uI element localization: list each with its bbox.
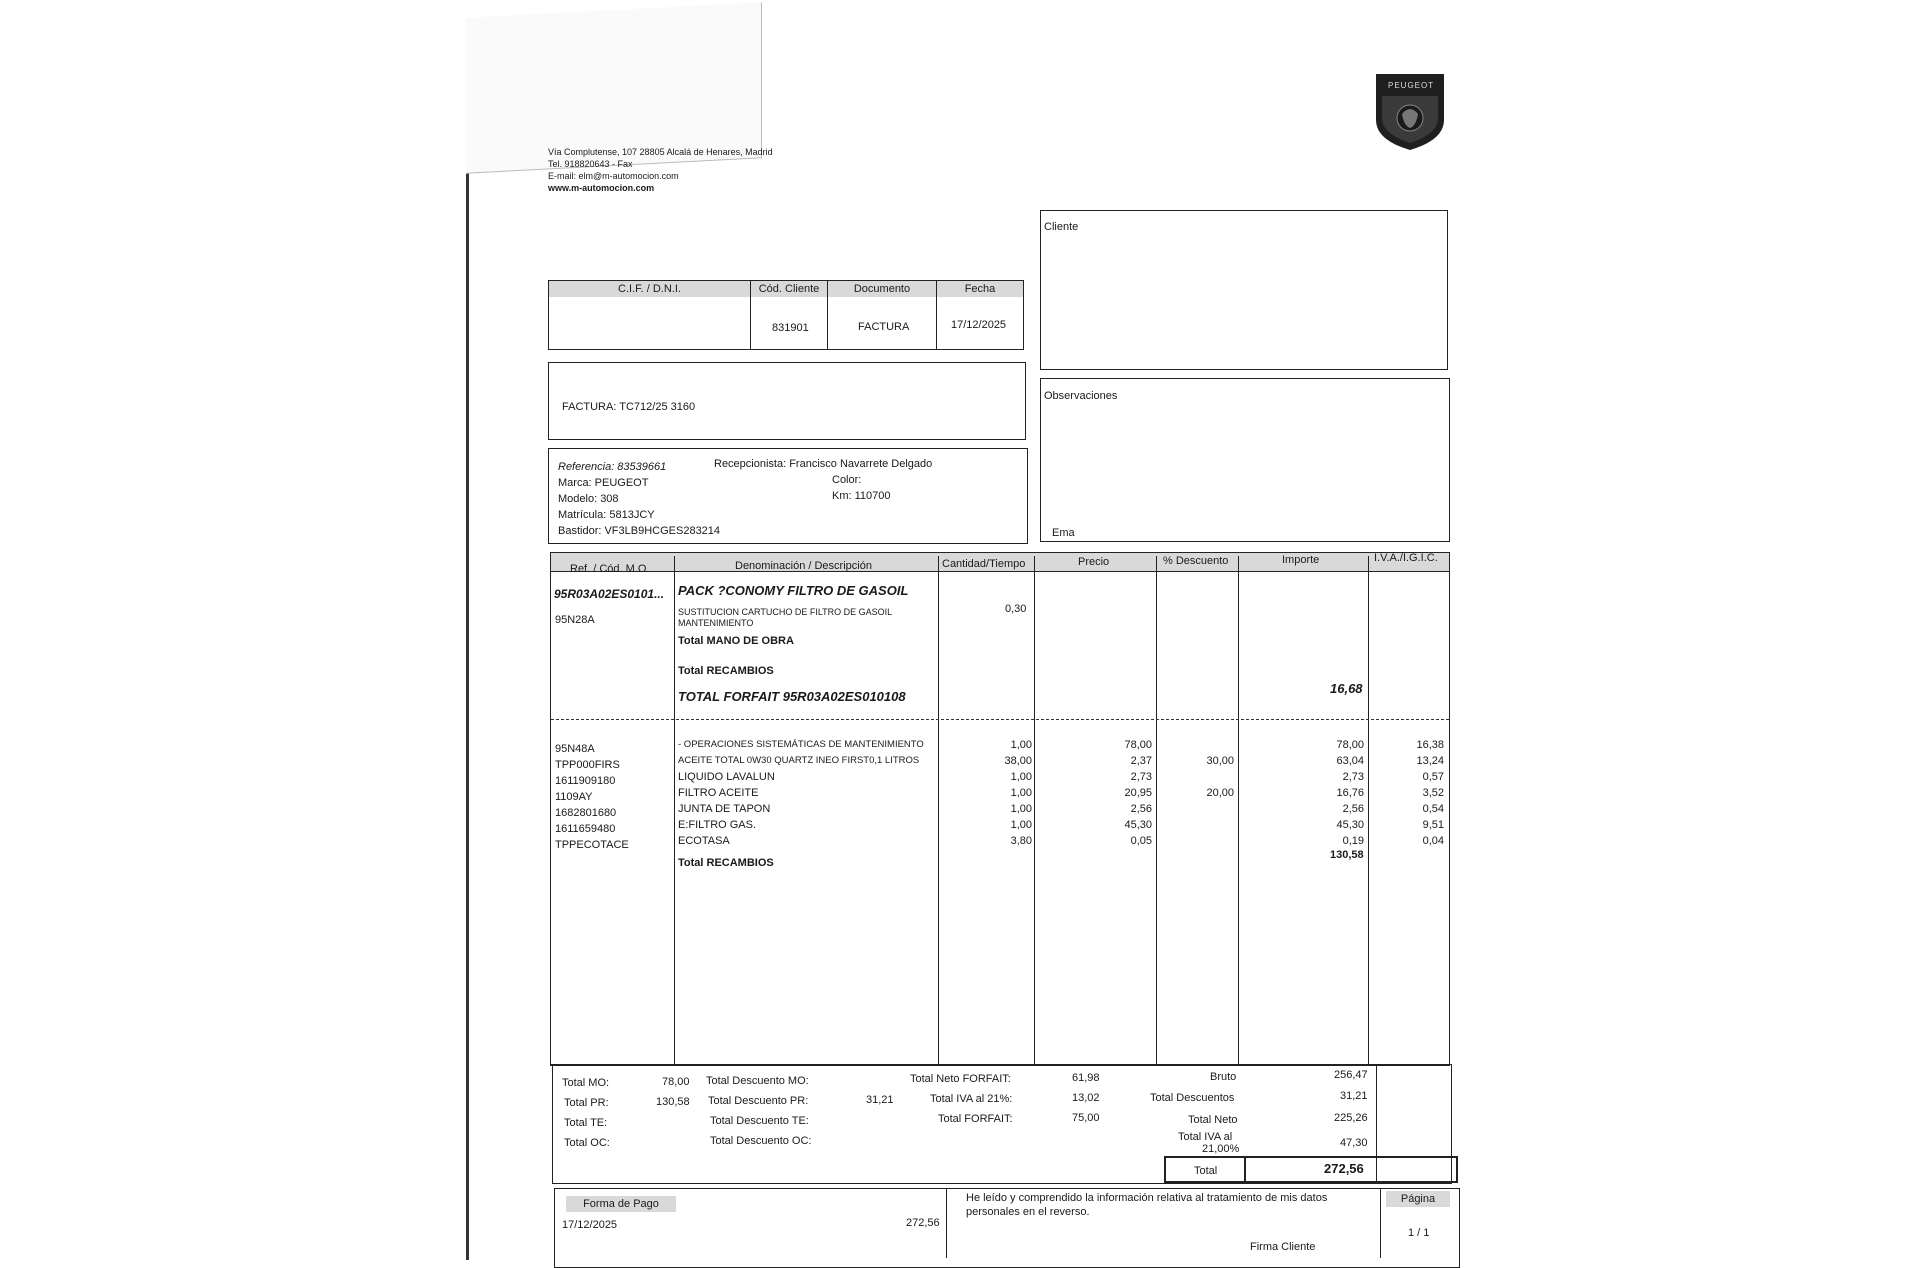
privacy-notice: He leído y comprendido la información relativa al tratamiento de mis datos — [966, 1192, 1328, 1204]
header-col-cif: C.I.F. / D.N.I. — [549, 281, 750, 297]
pagina-label: Página — [1386, 1191, 1450, 1207]
neto-forfait-value: 61,98 — [1072, 1072, 1100, 1084]
divider — [1156, 556, 1157, 1064]
iva-label: Total IVA al 21%: — [930, 1093, 1013, 1105]
pack-total-forfait: TOTAL FORFAIT 95R03A02ES010108 — [678, 689, 906, 704]
divider — [551, 571, 1449, 572]
sum-mo-value: 78,00 — [662, 1076, 690, 1088]
cell-desc: ECOTASA — [678, 835, 730, 847]
col-qty: Cantidad/Tiempo — [942, 558, 1026, 570]
page-left-edge — [466, 115, 469, 1260]
forfait-label: Total FORFAIT: — [938, 1113, 1013, 1125]
cell-ref: 95N48A — [555, 743, 595, 755]
cell-disc: 20,00 — [1206, 787, 1234, 799]
divider — [674, 556, 675, 1064]
cell-qty: 1,00 — [1010, 739, 1032, 751]
cell-price: 2,73 — [1130, 771, 1152, 783]
divider — [938, 556, 939, 1064]
total-iva-label: Total IVA al — [1178, 1131, 1233, 1143]
sum-pr-value: 130,58 — [656, 1096, 690, 1108]
vehicle-km: Km: 110700 — [832, 490, 891, 502]
pack-total-rec: Total RECAMBIOS — [678, 665, 774, 677]
sum-pr-label: Total PR: — [564, 1097, 609, 1109]
pago-amount: 272,56 — [906, 1217, 940, 1229]
divider — [1238, 556, 1239, 1064]
vehicle-bastidor: Bastidor: VF3LB9HCGES283214 — [558, 525, 721, 537]
vehicle-marca: Marca: PEUGEOT — [558, 477, 649, 489]
cell-desc: JUNTA DE TAPON — [678, 803, 771, 815]
divider — [1368, 556, 1369, 1064]
bruto-label: Bruto — [1210, 1071, 1237, 1083]
total-descuentos-label: Total Descuentos — [1150, 1092, 1235, 1104]
logo-text: PEUGEOT — [1388, 81, 1435, 90]
cell-price: 2,56 — [1130, 803, 1152, 815]
total-recambios-label: Total RECAMBIOS — [678, 857, 774, 869]
desc-mo-label: Total Descuento MO: — [706, 1075, 809, 1087]
desc-pr-value: 31,21 — [866, 1094, 894, 1106]
col-desc: Denominación / Descripción — [735, 560, 872, 572]
observaciones-box — [1040, 378, 1450, 542]
cell-qty: 1,00 — [1010, 771, 1032, 783]
cell-qty: 1,00 — [1010, 819, 1032, 831]
desc-oc-label: Total Descuento OC: — [710, 1135, 812, 1147]
dashed-separator — [551, 719, 1449, 720]
total-iva-value: 47,30 — [1340, 1137, 1368, 1149]
col-amount: Importe — [1282, 554, 1320, 566]
cell-ref: TPPECOTACE — [555, 839, 629, 851]
total-iva-label-rate: 21,00% — [1202, 1143, 1240, 1155]
cell-vat: 9,51 — [1422, 819, 1444, 831]
company-phone: Tel. 918820643 - Fax — [548, 159, 633, 169]
cell-vat: 3,52 — [1422, 787, 1444, 799]
divider — [946, 1188, 947, 1258]
company-address: Vía Complutense, 107 28805 Alcalá de Henares, Madrid — [548, 147, 773, 157]
col-ref: Ref. / Cód. M.O. — [570, 563, 650, 575]
cell-ref: 1109AY — [555, 791, 593, 803]
pack-sub-desc: SUSTITUCION CARTUCHO DE FILTRO DE GASOIL — [678, 607, 893, 617]
pack-total-mo: Total MANO DE OBRA — [678, 635, 794, 647]
cell-desc: E:FILTRO GAS. — [678, 819, 757, 831]
divider — [936, 281, 937, 349]
divider — [750, 281, 751, 349]
cell-amount: 2,56 — [1342, 803, 1364, 815]
cell-desc: - OPERACIONES SISTEMÁTICAS DE MANTENIMIENTO — [678, 739, 924, 750]
peugeot-logo — [1372, 70, 1448, 152]
factura-number: FACTURA: TC712/25 3160 — [562, 401, 696, 413]
cell-vat: 13,24 — [1416, 755, 1444, 767]
cell-amount: 45,30 — [1336, 819, 1364, 831]
cell-ref: 1682801680 — [555, 807, 617, 819]
total-descuentos-value: 31,21 — [1340, 1090, 1368, 1102]
divider — [1380, 1188, 1381, 1258]
desc-te-label: Total Descuento TE: — [710, 1115, 809, 1127]
forfait-value: 75,00 — [1072, 1112, 1100, 1124]
cell-qty: 1,00 — [1010, 803, 1032, 815]
total-neto-value: 225,26 — [1334, 1112, 1368, 1124]
cell-ref: TPP000FIRS — [555, 759, 620, 771]
desc-pr-label: Total Descuento PR: — [708, 1095, 809, 1107]
neto-forfait-label: Total Neto FORFAIT: — [910, 1073, 1011, 1085]
vehicle-referencia: Referencia: 83539661 — [558, 461, 667, 473]
firma-cliente: Firma Cliente — [1250, 1241, 1316, 1253]
header-val-fecha: 17/12/2025 — [951, 319, 1007, 331]
company-web: www.m-automocion.com — [548, 183, 655, 193]
cell-price: 78,00 — [1124, 739, 1152, 751]
cell-price: 0,05 — [1130, 835, 1152, 847]
header-val-documento: FACTURA — [858, 321, 910, 333]
cell-amount: 0,19 — [1342, 835, 1364, 847]
pack-sub-qty: 0,30 — [1005, 603, 1027, 615]
cell-price: 2,37 — [1130, 755, 1152, 767]
divider — [827, 281, 828, 349]
cell-vat: 0,57 — [1422, 771, 1444, 783]
vehicle-recepcionista: Recepcionista: Francisco Navarrete Delgado — [714, 458, 933, 470]
cell-amount: 63,04 — [1336, 755, 1364, 767]
total-recambios-value: 130,58 — [1330, 849, 1364, 861]
cell-desc: FILTRO ACEITE — [678, 787, 759, 799]
observaciones-label: Observaciones — [1044, 390, 1118, 402]
cliente-box — [1040, 210, 1448, 370]
sum-te-label: Total TE: — [564, 1117, 608, 1129]
company-email: E-mail: elm@m-automocion.com — [548, 171, 679, 181]
pago-date: 17/12/2025 — [562, 1219, 618, 1231]
cell-vat: 0,04 — [1422, 835, 1444, 847]
total-neto-label: Total Neto — [1188, 1114, 1238, 1126]
cell-vat: 16,38 — [1416, 739, 1444, 751]
privacy-notice: personales en el reverso. — [966, 1206, 1090, 1218]
pack-title: PACK ?CONOMY FILTRO DE GASOIL — [678, 583, 909, 598]
vehicle-matricula: Matrícula: 5813JCY — [558, 509, 655, 521]
bruto-value: 256,47 — [1334, 1069, 1368, 1081]
total-label: Total — [1194, 1165, 1218, 1177]
cell-ref: 1611659480 — [555, 823, 616, 835]
cell-price: 20,95 — [1124, 787, 1152, 799]
cell-desc: ACEITE TOTAL 0W30 QUARTZ INEO FIRST0,1 LITROS — [678, 755, 920, 766]
col-disc: % Descuento — [1163, 555, 1229, 567]
ema-label: Ema — [1052, 527, 1075, 539]
pagina-value: 1 / 1 — [1408, 1227, 1430, 1239]
total-value: 272,56 — [1324, 1161, 1364, 1176]
cell-amount: 16,76 — [1336, 787, 1364, 799]
cell-amount: 2,73 — [1342, 771, 1364, 783]
header-val-cliente: 831901 — [772, 322, 809, 334]
vehicle-color: Color: — [832, 474, 862, 486]
sum-oc-label: Total OC: — [564, 1137, 610, 1149]
header-col-cliente: Cód. Cliente — [751, 281, 827, 297]
divider — [1034, 556, 1035, 1064]
forma-pago-label: Forma de Pago — [566, 1196, 676, 1212]
cell-amount: 78,00 — [1336, 739, 1364, 751]
cell-qty: 1,00 — [1010, 787, 1032, 799]
divider — [1244, 1156, 1246, 1183]
header-col-fecha: Fecha — [937, 281, 1023, 297]
pack-sub-ref: 95N28A — [555, 614, 595, 626]
cell-price: 45,30 — [1124, 819, 1152, 831]
col-vat: I.V.A./I.G.I.C. — [1374, 552, 1438, 564]
header-col-documento: Documento — [828, 281, 936, 297]
pack-total-forfait-value: 16,68 — [1330, 681, 1363, 696]
sum-mo-label: Total MO: — [562, 1077, 610, 1089]
pack-sub-desc: MANTENIMIENTO — [678, 618, 754, 628]
cell-desc: LIQUIDO LAVALUN — [678, 771, 775, 783]
cell-qty: 3,80 — [1010, 835, 1032, 847]
vehicle-modelo: Modelo: 308 — [558, 493, 619, 505]
cell-ref: 1611909180 — [555, 775, 616, 787]
pack-ref: 95R03A02ES0101... — [554, 587, 665, 601]
cell-qty: 38,00 — [1004, 755, 1032, 767]
iva-value: 13,02 — [1072, 1092, 1100, 1104]
cell-disc: 30,00 — [1206, 755, 1234, 767]
cell-vat: 0,54 — [1422, 803, 1444, 815]
col-price: Precio — [1078, 556, 1110, 568]
cliente-label: Cliente — [1044, 221, 1079, 233]
